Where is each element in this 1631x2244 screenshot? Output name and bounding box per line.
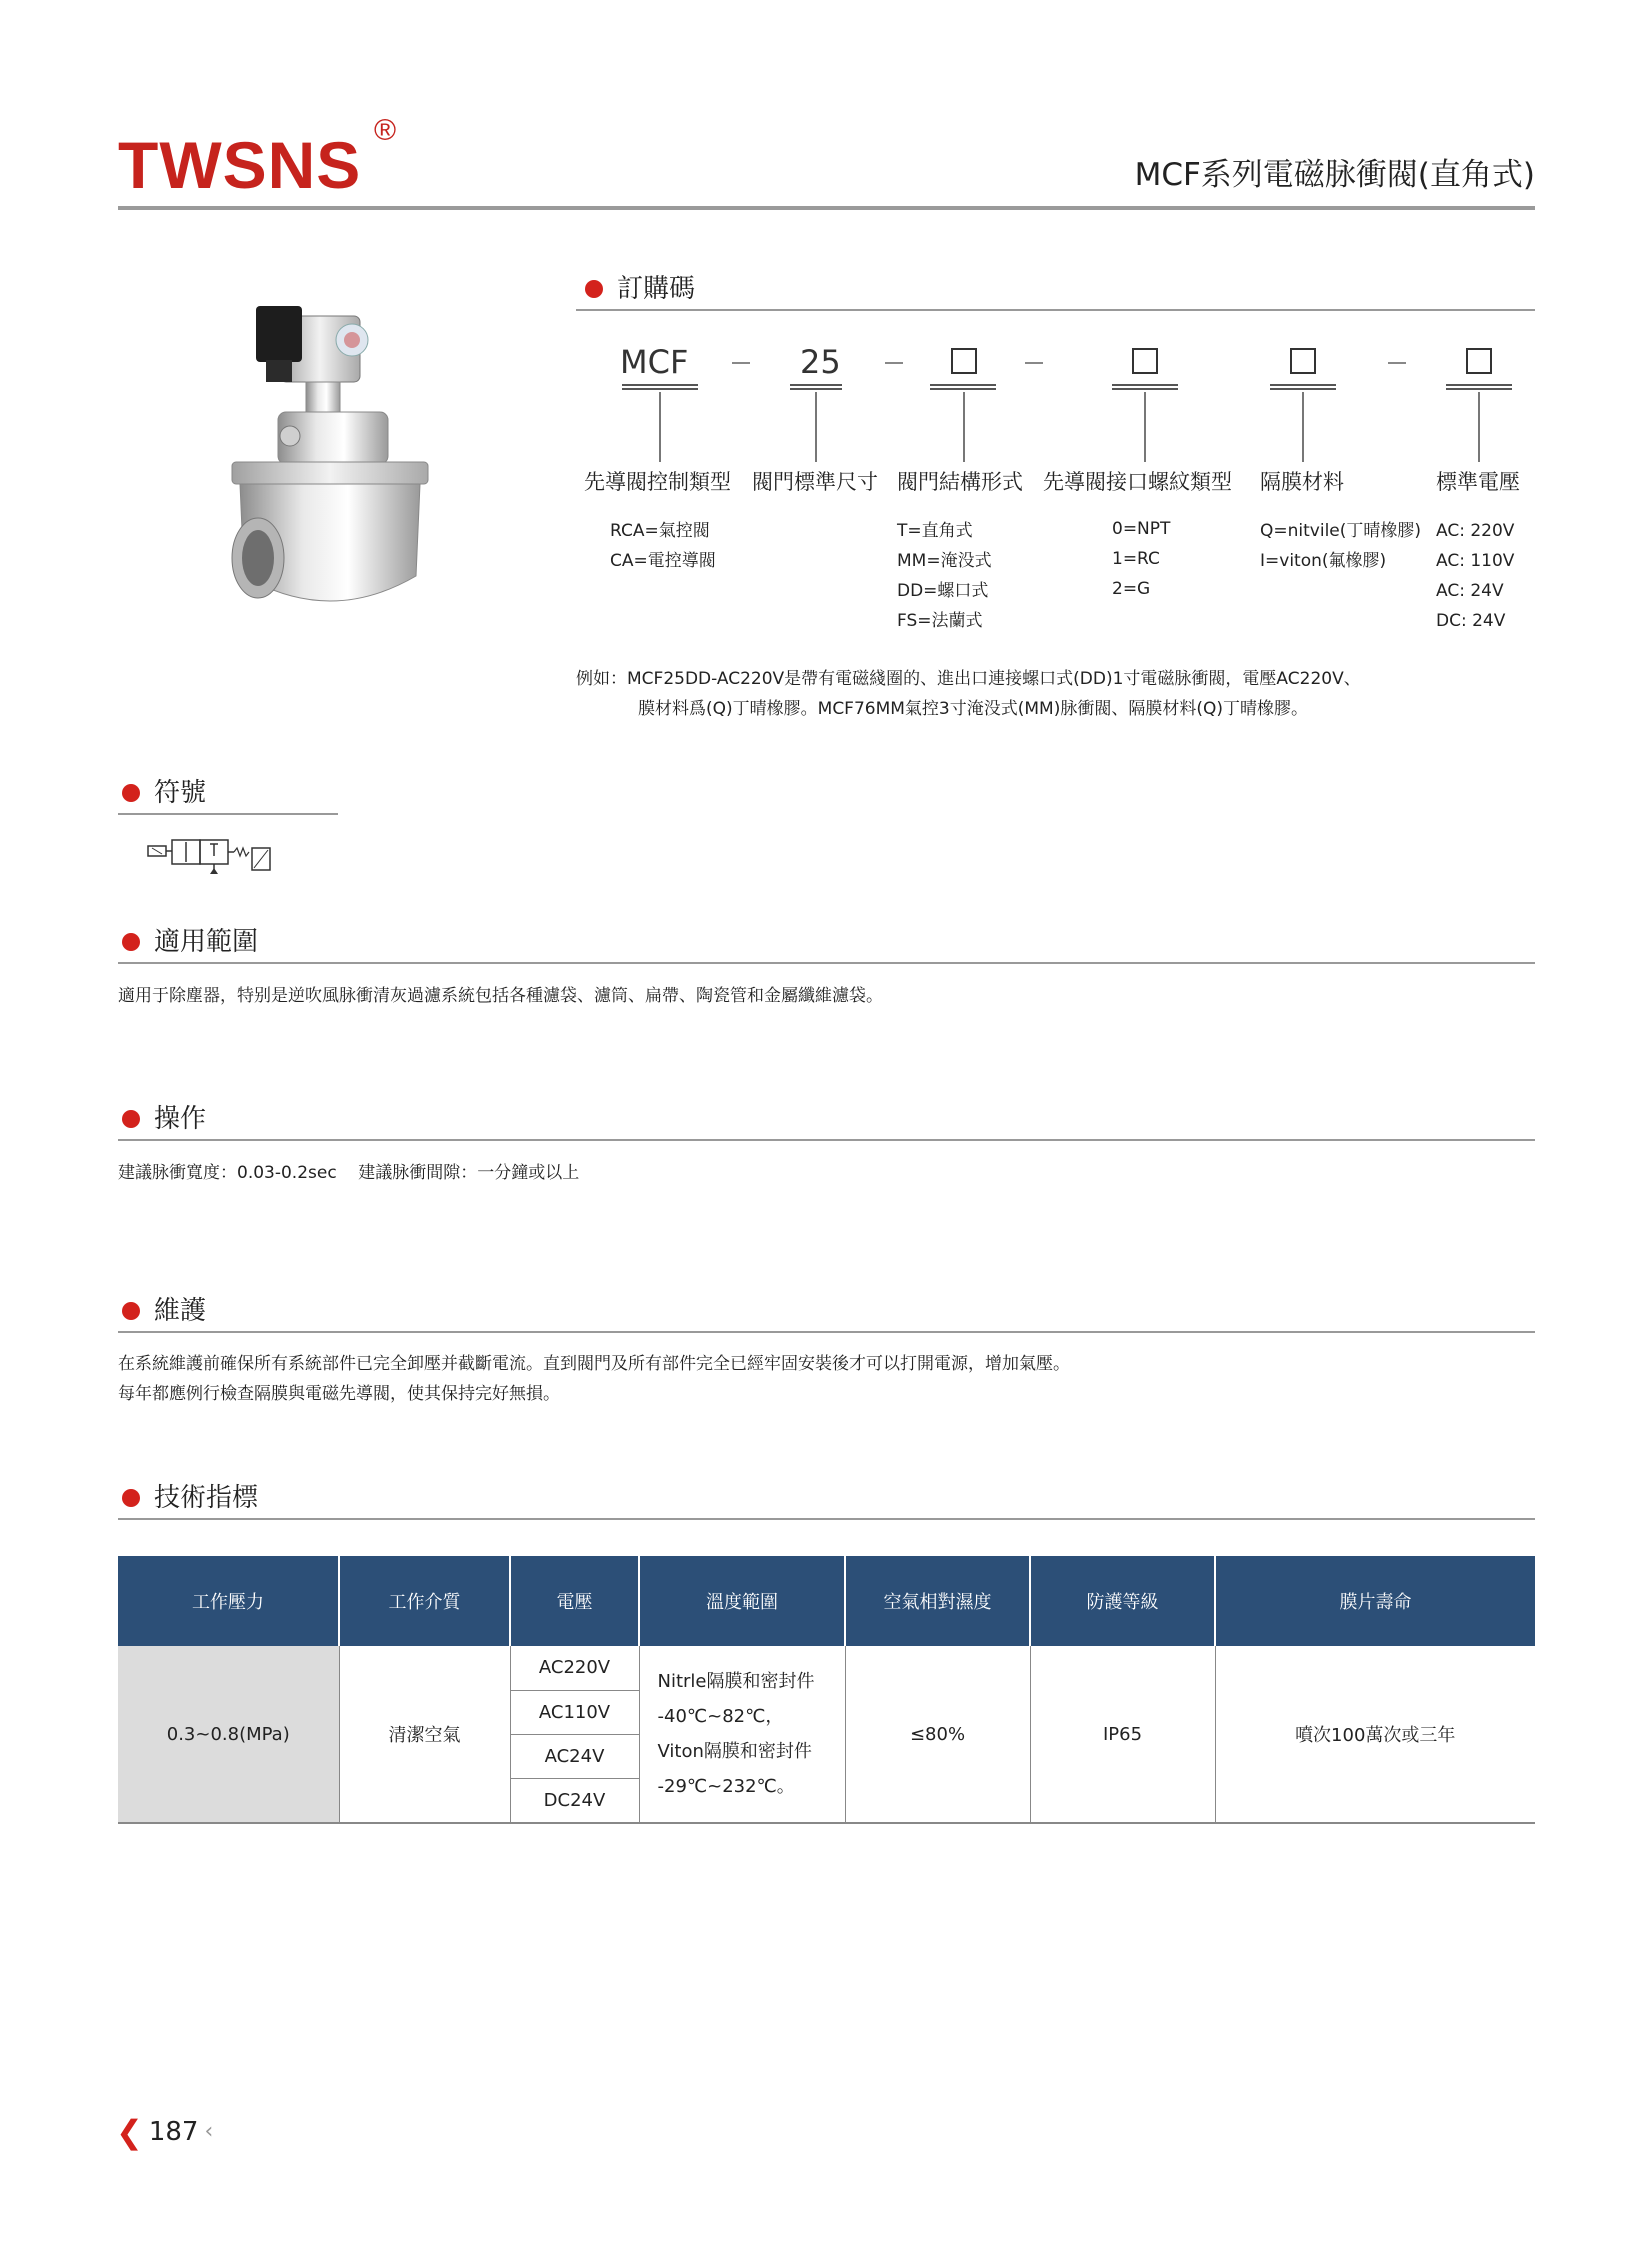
code-leader-line (815, 392, 817, 462)
code-leader-line (1144, 392, 1146, 462)
temperature-line: Nitrle隔膜和密封件 (657, 1671, 815, 1692)
options-control-type (610, 516, 716, 576)
scope-divider (118, 962, 1535, 964)
cell-voltage: AC220V (510, 1646, 639, 1690)
option-item: I=viton(氟橡膠) (1260, 551, 1387, 571)
maintenance-text (118, 1349, 1070, 1409)
code-leader-line (1478, 392, 1480, 462)
label-control-type: 先導閥控制類型 (584, 470, 731, 494)
example-line-1: 例如：MCF25DD-AC220V是帶有電磁綫圈的、進出口連接螺口式(DD)1寸電磁脉衝閥，電壓AC220V、 (576, 669, 1361, 689)
operation-title: 操作 (154, 1104, 207, 1134)
col-voltage: 電壓 (510, 1556, 639, 1646)
code-underline (1270, 384, 1336, 390)
chevron-left-icon: ❮ (116, 2113, 143, 2151)
page-title: MCF系列電磁脉衝閥(直角式) (1134, 157, 1535, 193)
cell-voltage: DC24V (510, 1778, 639, 1822)
header-divider (118, 206, 1535, 210)
option-item: AC: 110V (1436, 551, 1515, 571)
col-life: 膜片壽命 (1215, 1556, 1535, 1646)
order-code-divider (576, 309, 1535, 311)
option-item: Q=nitvile(丁晴橡膠) (1260, 521, 1422, 541)
page-number-text: 187 (148, 2117, 199, 2147)
cell-pressure: 0.3~0.8(MPa) (118, 1646, 339, 1822)
option-item: DC: 24V (1436, 611, 1506, 631)
cell-protection: IP65 (1030, 1646, 1215, 1822)
maintenance-title: 維護 (154, 1296, 207, 1326)
col-protection: 防護等級 (1030, 1556, 1215, 1646)
label-thread-type: 先導閥接口螺紋類型 (1043, 470, 1232, 494)
order-code-example (576, 664, 1361, 724)
brand-logo: TWSNS (118, 128, 362, 202)
option-item: FS=法蘭式 (897, 611, 983, 631)
table-header-row (118, 1556, 1535, 1646)
code-dash (1025, 362, 1043, 364)
label-valve-size: 閥門標準尺寸 (752, 470, 878, 494)
code-underline (930, 384, 996, 390)
pulse-valve-product-image (220, 296, 440, 636)
option-item: RCA=氣控閥 (610, 521, 710, 541)
col-medium: 工作介質 (339, 1556, 510, 1646)
options-membrane (1260, 516, 1421, 576)
maintenance-line-2: 每年都應例行檢查隔膜與電磁先導閥，使其保持完好無損。 (118, 1384, 560, 1404)
code-thread-placeholder (1132, 348, 1158, 374)
code-leader-line (1302, 392, 1304, 462)
code-membrane-placeholder (1290, 348, 1316, 374)
label-membrane: 隔膜材料 (1260, 470, 1344, 494)
cell-life: 噴次100萬次或三年 (1295, 1725, 1456, 1746)
specs-divider (118, 1518, 1535, 1520)
col-humidity: 空氣相對濕度 (845, 1556, 1030, 1646)
temperature-line: -40℃~82℃， (657, 1706, 784, 1727)
operation-text: 建議脉衝寬度：0.03-0.2sec 建議脉衝間隙：一分鐘或以上 (118, 1163, 580, 1183)
cell-voltage: AC24V (510, 1734, 639, 1778)
cell-temperature (639, 1646, 845, 1822)
scope-title: 適用範圍 (154, 927, 259, 957)
option-item: 1=RC (1112, 549, 1160, 569)
valve-schematic-symbol-icon (146, 834, 280, 880)
label-voltage: 標準電壓 (1436, 470, 1520, 494)
bullet-dot-icon (122, 1302, 140, 1320)
option-item: T=直角式 (897, 521, 973, 541)
options-structure (897, 516, 992, 636)
code-dash (732, 362, 750, 364)
cell-medium: 清潔空氣 (339, 1646, 510, 1822)
symbol-title: 符號 (154, 778, 207, 808)
code-underline (1446, 384, 1512, 390)
operation-heading (122, 1106, 206, 1132)
code-underline (622, 384, 698, 390)
code-size: 25 (800, 343, 841, 381)
code-prefix: MCF (620, 343, 689, 381)
temperature-line: -29℃~232℃。 (657, 1776, 795, 1797)
option-item: DD=螺口式 (897, 581, 989, 601)
scope-heading (122, 929, 258, 955)
bullet-dot-icon (122, 784, 140, 802)
code-dash (885, 362, 903, 364)
scope-text: 適用于除塵器，特别是逆吹風脉衝清灰過濾系統包括各種濾袋、濾筒、扁帶、陶瓷管和金屬纖維濾袋。 (118, 986, 883, 1006)
options-thread (1112, 514, 1170, 604)
code-voltage-placeholder (1466, 348, 1492, 374)
col-temperature: 溫度範圍 (639, 1556, 845, 1646)
example-line-2: 膜材料爲(Q)丁晴橡膠。MCF76MM氣控3寸淹没式(MM)脉衝閥、隔膜材料(Q)丁晴橡膠。 (638, 699, 1308, 719)
symbol-divider (118, 813, 338, 815)
table-bottom-rule (118, 1822, 1535, 1824)
option-item: MM=淹没式 (897, 551, 992, 571)
maintenance-heading (122, 1298, 206, 1324)
code-dash (1388, 362, 1406, 364)
bullet-dot-icon (122, 1110, 140, 1128)
bullet-dot-icon (585, 280, 603, 298)
col-pressure: 工作壓力 (118, 1556, 339, 1646)
label-structure: 閥門結構形式 (897, 470, 1023, 494)
option-item: AC: 24V (1436, 581, 1504, 601)
code-leader-line (659, 392, 661, 462)
table-row (118, 1646, 1535, 1690)
cell-humidity: ≤80% (845, 1646, 1030, 1822)
option-item: 2=G (1112, 579, 1151, 599)
option-item: 0=NPT (1112, 519, 1171, 539)
specs-heading (122, 1485, 258, 1511)
order-code-heading (585, 276, 695, 302)
operation-divider (118, 1139, 1535, 1141)
option-item: AC: 220V (1436, 521, 1515, 541)
maintenance-line-1: 在系統維護前確保所有系統部件已完全卸壓并截斷電流。直到閥門及所有部件完全已經牢固安裝後才可以打開電源，增加氣壓。 (118, 1354, 1070, 1374)
cell-voltage: AC110V (510, 1690, 639, 1734)
chevron-left-small-icon: ‹ (204, 2119, 214, 2144)
specs-table (118, 1556, 1535, 1822)
bullet-dot-icon (122, 933, 140, 951)
temperature-line: Viton隔膜和密封件 (657, 1741, 812, 1762)
registered-mark: ® (374, 114, 397, 147)
order-code-title: 訂購碼 (617, 274, 696, 304)
code-underline (1112, 384, 1178, 390)
bullet-dot-icon (122, 1489, 140, 1507)
specs-title: 技術指標 (154, 1483, 259, 1513)
code-leader-line (963, 392, 965, 462)
code-underline (790, 384, 842, 390)
maintenance-divider (118, 1331, 1535, 1333)
symbol-heading (122, 780, 206, 806)
page-number (116, 2113, 214, 2151)
options-voltage (1436, 516, 1514, 636)
code-structure-placeholder (951, 348, 977, 374)
option-item: CA=電控導閥 (610, 551, 716, 571)
